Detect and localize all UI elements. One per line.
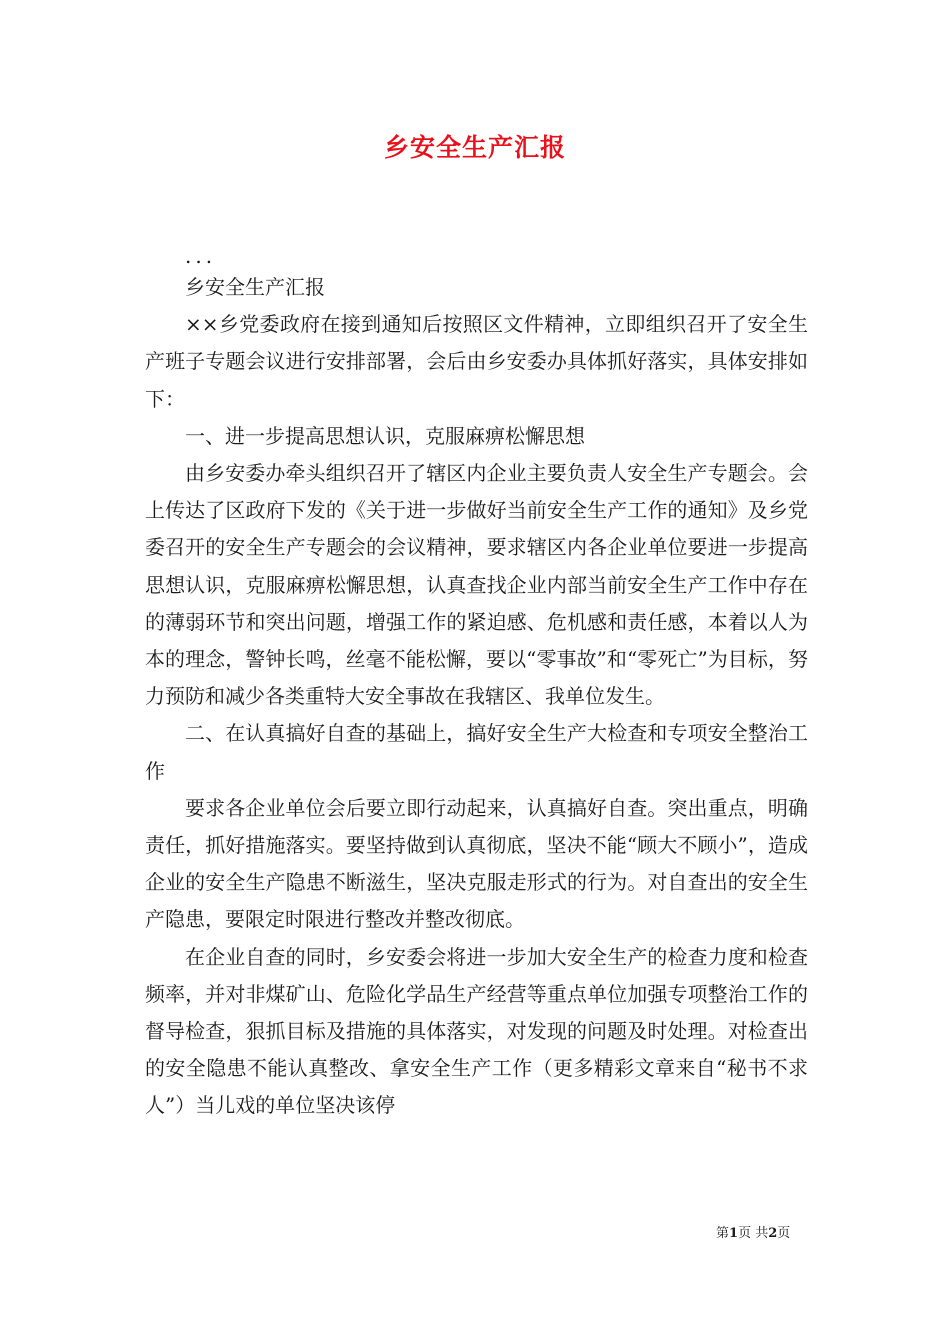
page-title: 乡安全生产汇报	[383, 133, 566, 162]
paragraph: ××乡党委政府在接到通知后按照区文件精神，立即组织召开了安全生产班子专题会议进行安排部署，会后由乡安委办具体抓好落实，具体安排如下：	[145, 312, 808, 411]
paragraph-heading: 乡安全生产汇报	[185, 275, 325, 299]
section-heading-2: 二、在认真搞好自查的基础上，搞好安全生产大检查和专项安全整治工作	[145, 721, 808, 783]
ellipsis-marker: ...	[185, 244, 217, 268]
paragraph: 由乡安委办牵头组织召开了辖区内企业主要负责人安全生产专题会。会上传达了区政府下发的《关于进一步做好当前安全生产工作的通知》及乡党委召开的安全生产专题会的会议精神，要求辖区内各企业单位要进一步提高思想认识，克服麻痹松懈思想，认真查找企业内部当前安全生产工作中存在的薄弱环节和突出问题，增强工作的紧迫感、危机感和责任感，本着以人为本的理念，警钟长鸣，丝毫不能松懈，要以“零事故”和“零死亡”为目标，努力预防和减少各类重特大安全事故在我辖区、我单位发生。	[145, 461, 808, 709]
paragraph: 要求各企业单位会后要立即行动起来，认真搞好自查。突出重点，明确责任，抓好措施落实。要坚持做到认真彻底，坚决不能“顾大不顾小”，造成企业的安全生产隐患不断滋生，坚决克服走形式的行为。对自查出的安全生产隐患，要限定时限进行整改并整改彻底。	[145, 795, 808, 932]
footer-middle: 页 共	[738, 1226, 769, 1241]
footer-suffix: 页	[777, 1226, 791, 1241]
current-page-number: 1	[729, 1226, 739, 1241]
paragraph: 在企业自查的同时，乡安委会将进一步加大安全生产的检查力度和检查频率，并对非煤矿山、危险化学品生产经营等重点单位加强专项整治工作的督导检查，狠抓目标及措施的具体落实，对发现的问题及时处理。对检查出的安全隐患不能认真整改、拿安全生产工作（更多精彩文章来自“秘书不求人”）当儿戏的单位坚决该停	[145, 944, 808, 1118]
total-pages-number: 2	[768, 1226, 778, 1241]
page-footer	[716, 1222, 790, 1241]
footer-prefix: 第	[716, 1226, 730, 1241]
section-heading-1: 一、进一步提高思想认识，克服麻痹松懈思想	[185, 423, 585, 448]
document-body	[145, 243, 808, 1125]
